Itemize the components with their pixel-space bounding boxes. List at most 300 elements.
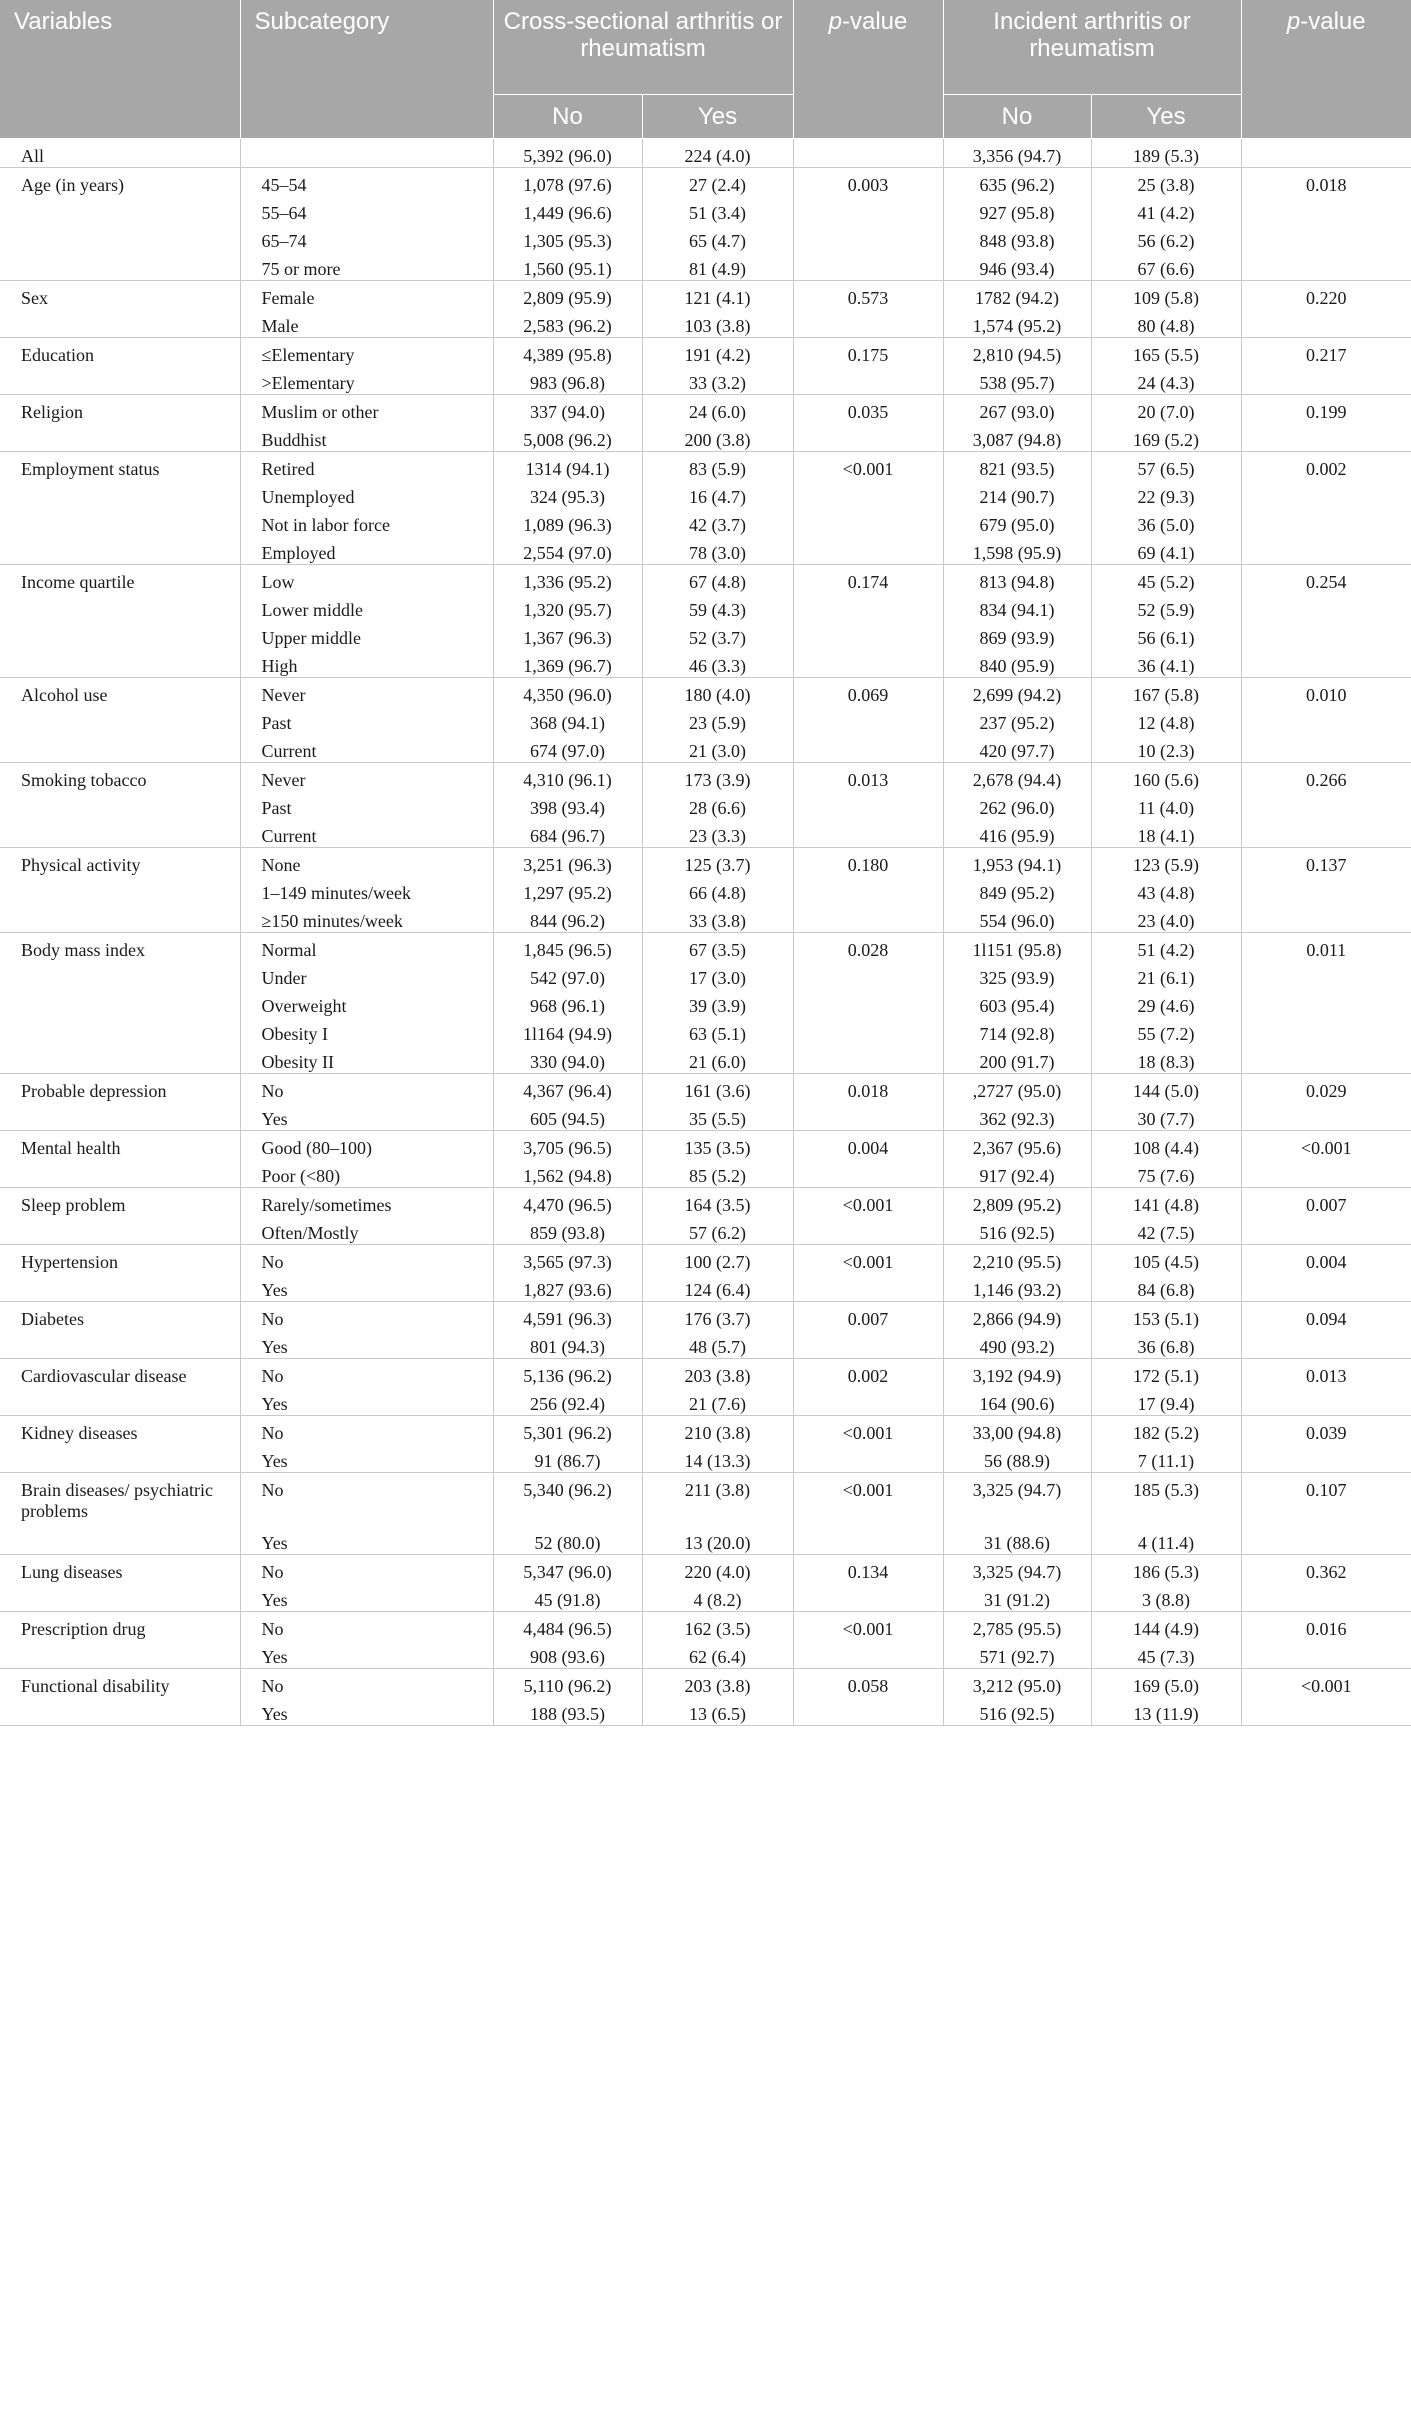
incident-yes-cell: 167 (5.8) bbox=[1091, 677, 1241, 706]
variable-cell: Smoking tobacco bbox=[0, 762, 240, 847]
subcategory-cell: Never bbox=[240, 762, 493, 791]
cross-sectional-yes-cell: 180 (4.0) bbox=[642, 677, 793, 706]
cross-sectional-no-cell: 542 (97.0) bbox=[493, 961, 642, 989]
incident-no-cell: 3,325 (94.7) bbox=[943, 1472, 1091, 1526]
subcategory-cell: Unemployed bbox=[240, 480, 493, 508]
incident-no-cell: 262 (96.0) bbox=[943, 791, 1091, 819]
cross-sectional-no-cell: 1,367 (96.3) bbox=[493, 621, 642, 649]
cross-sectional-yes-cell: 173 (3.9) bbox=[642, 762, 793, 791]
variable-cell: Age (in years) bbox=[0, 167, 240, 280]
incident-p-value-cell: 0.029 bbox=[1241, 1073, 1411, 1130]
incident-p-value-cell: 0.002 bbox=[1241, 451, 1411, 564]
cross-sectional-p-value-cell: 0.069 bbox=[793, 677, 943, 762]
incident-yes-cell: 45 (5.2) bbox=[1091, 564, 1241, 593]
cross-sectional-p-value-cell: 0.003 bbox=[793, 167, 943, 280]
cross-sectional-yes-cell: 176 (3.7) bbox=[642, 1301, 793, 1330]
subcategory-cell: Obesity II bbox=[240, 1045, 493, 1074]
incident-p-value-cell: 0.199 bbox=[1241, 394, 1411, 451]
incident-yes-cell: 13 (11.9) bbox=[1091, 1697, 1241, 1726]
table-row bbox=[0, 1555, 1411, 1584]
incident-no-cell: 849 (95.2) bbox=[943, 876, 1091, 904]
subcategory-cell: Female bbox=[240, 280, 493, 309]
incident-yes-cell: 52 (5.9) bbox=[1091, 593, 1241, 621]
cross-sectional-yes-cell: 220 (4.0) bbox=[642, 1555, 793, 1584]
p-italic: p bbox=[828, 8, 842, 35]
cross-sectional-yes-cell: 52 (3.7) bbox=[642, 621, 793, 649]
cross-sectional-no-cell: 1,078 (97.6) bbox=[493, 167, 642, 196]
cross-sectional-no-cell: 2,554 (97.0) bbox=[493, 536, 642, 565]
incident-no-cell: 679 (95.0) bbox=[943, 508, 1091, 536]
cross-sectional-no-cell: 5,008 (96.2) bbox=[493, 423, 642, 452]
subcategory-cell: Under bbox=[240, 961, 493, 989]
variable-cell: Income quartile bbox=[0, 564, 240, 677]
incident-no-cell: 571 (92.7) bbox=[943, 1640, 1091, 1669]
cross-sectional-yes-cell: 46 (3.3) bbox=[642, 649, 793, 678]
cross-sectional-yes-cell: 124 (6.4) bbox=[642, 1273, 793, 1302]
incident-no-cell: 362 (92.3) bbox=[943, 1102, 1091, 1131]
incident-no-cell: 3,325 (94.7) bbox=[943, 1555, 1091, 1584]
subcategory-cell: Rarely/sometimes bbox=[240, 1187, 493, 1216]
cross-sectional-yes-cell: 39 (3.9) bbox=[642, 989, 793, 1017]
incident-p-value-cell: 0.137 bbox=[1241, 847, 1411, 932]
incident-no-cell: 2,678 (94.4) bbox=[943, 762, 1091, 791]
incident-yes-cell: 45 (7.3) bbox=[1091, 1640, 1241, 1669]
cross-sectional-yes-cell: 17 (3.0) bbox=[642, 961, 793, 989]
incident-p-value-cell: <0.001 bbox=[1241, 1130, 1411, 1187]
subcategory-cell: Male bbox=[240, 309, 493, 338]
variable-cell: Religion bbox=[0, 394, 240, 451]
incident-yes-cell: 67 (6.6) bbox=[1091, 252, 1241, 281]
cross-sectional-p-value-cell: 0.174 bbox=[793, 564, 943, 677]
cross-sectional-yes-cell: 203 (3.8) bbox=[642, 1358, 793, 1387]
subcategory-cell: No bbox=[240, 1472, 493, 1526]
incident-p-value-cell: 0.220 bbox=[1241, 280, 1411, 337]
variable-cell: Alcohol use bbox=[0, 677, 240, 762]
cross-sectional-yes-cell: 65 (4.7) bbox=[642, 224, 793, 252]
table-row bbox=[0, 1612, 1411, 1641]
cross-sectional-p-value-cell: 0.004 bbox=[793, 1130, 943, 1187]
cross-sectional-no-cell: 1,089 (96.3) bbox=[493, 508, 642, 536]
cross-sectional-yes-cell: 210 (3.8) bbox=[642, 1415, 793, 1444]
cross-sectional-yes-cell: 161 (3.6) bbox=[642, 1073, 793, 1102]
incident-yes-cell: 80 (4.8) bbox=[1091, 309, 1241, 338]
incident-no-cell: 3,087 (94.8) bbox=[943, 423, 1091, 452]
table-row bbox=[0, 280, 1411, 309]
subcategory-cell: Often/Mostly bbox=[240, 1216, 493, 1245]
subcategory-cell: No bbox=[240, 1555, 493, 1584]
table-row bbox=[0, 762, 1411, 791]
table-row bbox=[0, 1244, 1411, 1273]
cross-sectional-no-cell: 337 (94.0) bbox=[493, 394, 642, 423]
cross-sectional-no-cell: 52 (80.0) bbox=[493, 1526, 642, 1555]
incident-no-cell: 2,210 (95.5) bbox=[943, 1244, 1091, 1273]
incident-yes-cell: 41 (4.2) bbox=[1091, 196, 1241, 224]
cross-sectional-no-cell: 398 (93.4) bbox=[493, 791, 642, 819]
cross-sectional-yes-cell: 224 (4.0) bbox=[642, 138, 793, 167]
cross-sectional-yes-cell: 33 (3.8) bbox=[642, 904, 793, 933]
cross-sectional-p-value-cell: 0.573 bbox=[793, 280, 943, 337]
cross-sectional-no-cell: 45 (91.8) bbox=[493, 1583, 642, 1612]
incident-no-cell: 56 (88.9) bbox=[943, 1444, 1091, 1473]
variable-cell: Kidney diseases bbox=[0, 1415, 240, 1472]
cross-sectional-no-cell: 1,560 (95.1) bbox=[493, 252, 642, 281]
table-row bbox=[0, 1358, 1411, 1387]
subcategory-cell: High bbox=[240, 649, 493, 678]
cross-sectional-no-cell: 1,449 (96.6) bbox=[493, 196, 642, 224]
incident-no-cell: 2,809 (95.2) bbox=[943, 1187, 1091, 1216]
subcategory-cell: Yes bbox=[240, 1526, 493, 1555]
cross-sectional-p-value-cell: <0.001 bbox=[793, 451, 943, 564]
header-cross-sectional-yes: Yes bbox=[642, 94, 793, 138]
cross-sectional-p-value-cell: <0.001 bbox=[793, 1244, 943, 1301]
cross-sectional-no-cell: 3,565 (97.3) bbox=[493, 1244, 642, 1273]
cross-sectional-yes-cell: 78 (3.0) bbox=[642, 536, 793, 565]
incident-no-cell: 416 (95.9) bbox=[943, 819, 1091, 848]
incident-no-cell: 840 (95.9) bbox=[943, 649, 1091, 678]
incident-p-value-cell: 0.254 bbox=[1241, 564, 1411, 677]
cross-sectional-no-cell: 1,320 (95.7) bbox=[493, 593, 642, 621]
incident-no-cell: 554 (96.0) bbox=[943, 904, 1091, 933]
incident-no-cell: 2,785 (95.5) bbox=[943, 1612, 1091, 1641]
incident-p-value-cell: 0.266 bbox=[1241, 762, 1411, 847]
subcategory-cell: ≥150 minutes/week bbox=[240, 904, 493, 933]
subcategory-cell: 65–74 bbox=[240, 224, 493, 252]
cross-sectional-no-cell: 859 (93.8) bbox=[493, 1216, 642, 1245]
header-cross-sectional: Cross-sectional arthritis or rheumatism bbox=[493, 0, 793, 94]
subcategory-cell: 75 or more bbox=[240, 252, 493, 281]
cross-sectional-yes-cell: 62 (6.4) bbox=[642, 1640, 793, 1669]
variable-cell: Diabetes bbox=[0, 1301, 240, 1358]
variable-cell: Probable depression bbox=[0, 1073, 240, 1130]
incident-no-cell: 1782 (94.2) bbox=[943, 280, 1091, 309]
cross-sectional-yes-cell: 51 (3.4) bbox=[642, 196, 793, 224]
incident-yes-cell: 56 (6.2) bbox=[1091, 224, 1241, 252]
incident-no-cell: 1,598 (95.9) bbox=[943, 536, 1091, 565]
incident-yes-cell: 43 (4.8) bbox=[1091, 876, 1241, 904]
subcategory-cell: Upper middle bbox=[240, 621, 493, 649]
variable-cell: Body mass index bbox=[0, 932, 240, 1073]
table-row bbox=[0, 337, 1411, 366]
cross-sectional-yes-cell: 23 (5.9) bbox=[642, 706, 793, 734]
variable-cell: Brain diseases/ psychiatric problems bbox=[0, 1472, 240, 1555]
cross-sectional-yes-cell: 67 (3.5) bbox=[642, 932, 793, 961]
cross-sectional-no-cell: 188 (93.5) bbox=[493, 1697, 642, 1726]
p-value-suffix: -value bbox=[1300, 8, 1366, 35]
cross-sectional-p-value-cell: 0.180 bbox=[793, 847, 943, 932]
incident-yes-cell: 75 (7.6) bbox=[1091, 1159, 1241, 1188]
cross-sectional-p-value-cell: 0.058 bbox=[793, 1669, 943, 1726]
incident-no-cell: 516 (92.5) bbox=[943, 1697, 1091, 1726]
subcategory-cell: ≤Elementary bbox=[240, 337, 493, 366]
subcategory-cell: Good (80–100) bbox=[240, 1130, 493, 1159]
subcategory-cell: Yes bbox=[240, 1387, 493, 1416]
incident-no-cell: 813 (94.8) bbox=[943, 564, 1091, 593]
cross-sectional-no-cell: 324 (95.3) bbox=[493, 480, 642, 508]
incident-yes-cell: 144 (5.0) bbox=[1091, 1073, 1241, 1102]
variable-cell: Functional disability bbox=[0, 1669, 240, 1726]
incident-yes-cell: 12 (4.8) bbox=[1091, 706, 1241, 734]
header-variables: Variables bbox=[0, 0, 240, 138]
incident-no-cell: 3,212 (95.0) bbox=[943, 1669, 1091, 1698]
incident-no-cell: 164 (90.6) bbox=[943, 1387, 1091, 1416]
table-row bbox=[0, 847, 1411, 876]
incident-yes-cell: 109 (5.8) bbox=[1091, 280, 1241, 309]
variable-cell: Physical activity bbox=[0, 847, 240, 932]
cross-sectional-no-cell: 5,301 (96.2) bbox=[493, 1415, 642, 1444]
subcategory-cell: No bbox=[240, 1358, 493, 1387]
cross-sectional-yes-cell: 23 (3.3) bbox=[642, 819, 793, 848]
cross-sectional-yes-cell: 135 (3.5) bbox=[642, 1130, 793, 1159]
cross-sectional-yes-cell: 57 (6.2) bbox=[642, 1216, 793, 1245]
cross-sectional-yes-cell: 42 (3.7) bbox=[642, 508, 793, 536]
incident-yes-cell: 22 (9.3) bbox=[1091, 480, 1241, 508]
incident-yes-cell: 57 (6.5) bbox=[1091, 451, 1241, 480]
incident-no-cell: 3,192 (94.9) bbox=[943, 1358, 1091, 1387]
header-incident-yes: Yes bbox=[1091, 94, 1241, 138]
cross-sectional-no-cell: 368 (94.1) bbox=[493, 706, 642, 734]
cross-sectional-no-cell: 4,389 (95.8) bbox=[493, 337, 642, 366]
incident-yes-cell: 172 (5.1) bbox=[1091, 1358, 1241, 1387]
incident-yes-cell: 160 (5.6) bbox=[1091, 762, 1241, 791]
cross-sectional-yes-cell: 21 (6.0) bbox=[642, 1045, 793, 1074]
cross-sectional-yes-cell: 200 (3.8) bbox=[642, 423, 793, 452]
header-cross-sectional-no: No bbox=[493, 94, 642, 138]
subcategory-cell: Never bbox=[240, 677, 493, 706]
incident-yes-cell: 169 (5.0) bbox=[1091, 1669, 1241, 1698]
cross-sectional-no-cell: 4,350 (96.0) bbox=[493, 677, 642, 706]
variable-cell: Lung diseases bbox=[0, 1555, 240, 1612]
subcategory-cell: Employed bbox=[240, 536, 493, 565]
header-incident: Incident arthritis or rheumatism bbox=[943, 0, 1241, 94]
cross-sectional-yes-cell: 27 (2.4) bbox=[642, 167, 793, 196]
cross-sectional-yes-cell: 85 (5.2) bbox=[642, 1159, 793, 1188]
subcategory-cell: No bbox=[240, 1415, 493, 1444]
incident-no-cell: 325 (93.9) bbox=[943, 961, 1091, 989]
subcategory-cell: Obesity I bbox=[240, 1017, 493, 1045]
cross-sectional-no-cell: 684 (96.7) bbox=[493, 819, 642, 848]
cross-sectional-no-cell: 5,340 (96.2) bbox=[493, 1472, 642, 1526]
subcategory-cell bbox=[240, 138, 493, 167]
table-row bbox=[0, 1301, 1411, 1330]
header-cross-sectional-p-value bbox=[793, 0, 943, 138]
incident-yes-cell: 144 (4.9) bbox=[1091, 1612, 1241, 1641]
subcategory-cell: Past bbox=[240, 791, 493, 819]
variable-cell: Prescription drug bbox=[0, 1612, 240, 1669]
cross-sectional-no-cell: 4,470 (96.5) bbox=[493, 1187, 642, 1216]
cross-sectional-no-cell: 3,705 (96.5) bbox=[493, 1130, 642, 1159]
incident-yes-cell: 108 (4.4) bbox=[1091, 1130, 1241, 1159]
variable-cell: Cardiovascular disease bbox=[0, 1358, 240, 1415]
cross-sectional-yes-cell: 121 (4.1) bbox=[642, 280, 793, 309]
incident-p-value-cell: 0.018 bbox=[1241, 167, 1411, 280]
cross-sectional-no-cell: 1,305 (95.3) bbox=[493, 224, 642, 252]
incident-yes-cell: 84 (6.8) bbox=[1091, 1273, 1241, 1302]
cross-sectional-no-cell: 2,809 (95.9) bbox=[493, 280, 642, 309]
p-value-suffix: -value bbox=[841, 8, 908, 35]
incident-yes-cell: 69 (4.1) bbox=[1091, 536, 1241, 565]
incident-no-cell: 603 (95.4) bbox=[943, 989, 1091, 1017]
incident-yes-cell: 7 (11.1) bbox=[1091, 1444, 1241, 1473]
cross-sectional-no-cell: 1,562 (94.8) bbox=[493, 1159, 642, 1188]
incident-no-cell: 1,574 (95.2) bbox=[943, 309, 1091, 338]
subcategory-cell: No bbox=[240, 1301, 493, 1330]
incident-p-value-cell: 0.016 bbox=[1241, 1612, 1411, 1669]
incident-no-cell: 2,367 (95.6) bbox=[943, 1130, 1091, 1159]
incident-no-cell: 31 (91.2) bbox=[943, 1583, 1091, 1612]
cross-sectional-p-value-cell: 0.035 bbox=[793, 394, 943, 451]
incident-no-cell: 1,146 (93.2) bbox=[943, 1273, 1091, 1302]
incident-yes-cell: 25 (3.8) bbox=[1091, 167, 1241, 196]
incident-yes-cell: 36 (6.8) bbox=[1091, 1330, 1241, 1359]
variable-cell: Sex bbox=[0, 280, 240, 337]
subcategory-cell: Retired bbox=[240, 451, 493, 480]
incident-no-cell: 237 (95.2) bbox=[943, 706, 1091, 734]
cross-sectional-no-cell: 674 (97.0) bbox=[493, 734, 642, 763]
incident-yes-cell: 186 (5.3) bbox=[1091, 1555, 1241, 1584]
table-row bbox=[0, 167, 1411, 196]
incident-no-cell: 1l151 (95.8) bbox=[943, 932, 1091, 961]
subcategory-cell: Lower middle bbox=[240, 593, 493, 621]
incident-p-value-cell: 0.010 bbox=[1241, 677, 1411, 762]
cross-sectional-yes-cell: 4 (8.2) bbox=[642, 1583, 793, 1612]
variable-cell: Employment status bbox=[0, 451, 240, 564]
cross-sectional-no-cell: 1,297 (95.2) bbox=[493, 876, 642, 904]
subcategory-cell: Yes bbox=[240, 1697, 493, 1726]
cross-sectional-no-cell: 1,845 (96.5) bbox=[493, 932, 642, 961]
subcategory-cell: Past bbox=[240, 706, 493, 734]
table-row bbox=[0, 1187, 1411, 1216]
table-row bbox=[0, 677, 1411, 706]
cross-sectional-p-value-cell: 0.002 bbox=[793, 1358, 943, 1415]
cross-sectional-no-cell: 605 (94.5) bbox=[493, 1102, 642, 1131]
subcategory-cell: Yes bbox=[240, 1640, 493, 1669]
incident-p-value-cell: 0.362 bbox=[1241, 1555, 1411, 1612]
incident-yes-cell: 10 (2.3) bbox=[1091, 734, 1241, 763]
subcategory-cell: No bbox=[240, 1244, 493, 1273]
cross-sectional-no-cell: 3,251 (96.3) bbox=[493, 847, 642, 876]
table-row bbox=[0, 1669, 1411, 1698]
incident-p-value-cell bbox=[1241, 138, 1411, 167]
incident-no-cell: 1,953 (94.1) bbox=[943, 847, 1091, 876]
incident-yes-cell: 20 (7.0) bbox=[1091, 394, 1241, 423]
incident-no-cell: 821 (93.5) bbox=[943, 451, 1091, 480]
variable-cell: Mental health bbox=[0, 1130, 240, 1187]
cross-sectional-p-value-cell: 0.134 bbox=[793, 1555, 943, 1612]
incident-no-cell: 946 (93.4) bbox=[943, 252, 1091, 281]
cross-sectional-no-cell: 256 (92.4) bbox=[493, 1387, 642, 1416]
cross-sectional-no-cell: 5,136 (96.2) bbox=[493, 1358, 642, 1387]
incident-no-cell: 2,699 (94.2) bbox=[943, 677, 1091, 706]
cross-sectional-yes-cell: 83 (5.9) bbox=[642, 451, 793, 480]
subcategory-cell: Yes bbox=[240, 1102, 493, 1131]
cross-sectional-yes-cell: 63 (5.1) bbox=[642, 1017, 793, 1045]
subcategory-cell: 1–149 minutes/week bbox=[240, 876, 493, 904]
cross-sectional-no-cell: 1314 (94.1) bbox=[493, 451, 642, 480]
cross-sectional-no-cell: 5,347 (96.0) bbox=[493, 1555, 642, 1584]
table-row bbox=[0, 1073, 1411, 1102]
cross-sectional-no-cell: 4,367 (96.4) bbox=[493, 1073, 642, 1102]
incident-p-value-cell: 0.217 bbox=[1241, 337, 1411, 394]
table-row bbox=[0, 1415, 1411, 1444]
incident-yes-cell: 165 (5.5) bbox=[1091, 337, 1241, 366]
cross-sectional-yes-cell: 24 (6.0) bbox=[642, 394, 793, 423]
cross-sectional-yes-cell: 66 (4.8) bbox=[642, 876, 793, 904]
incident-p-value-cell: 0.094 bbox=[1241, 1301, 1411, 1358]
incident-yes-cell: 17 (9.4) bbox=[1091, 1387, 1241, 1416]
incident-no-cell: 31 (88.6) bbox=[943, 1526, 1091, 1555]
cross-sectional-p-value-cell: <0.001 bbox=[793, 1415, 943, 1472]
incident-no-cell: 869 (93.9) bbox=[943, 621, 1091, 649]
table-row bbox=[0, 564, 1411, 593]
incident-no-cell: 917 (92.4) bbox=[943, 1159, 1091, 1188]
incident-yes-cell: 21 (6.1) bbox=[1091, 961, 1241, 989]
incident-yes-cell: 18 (8.3) bbox=[1091, 1045, 1241, 1074]
cross-sectional-no-cell: 4,484 (96.5) bbox=[493, 1612, 642, 1641]
subcategory-cell: No bbox=[240, 1669, 493, 1698]
cross-sectional-p-value-cell: 0.175 bbox=[793, 337, 943, 394]
incident-yes-cell: 185 (5.3) bbox=[1091, 1472, 1241, 1526]
variable-cell: Sleep problem bbox=[0, 1187, 240, 1244]
cross-sectional-p-value-cell: <0.001 bbox=[793, 1612, 943, 1669]
table-row bbox=[0, 138, 1411, 167]
cross-sectional-no-cell: 1l164 (94.9) bbox=[493, 1017, 642, 1045]
incident-no-cell: 3,356 (94.7) bbox=[943, 138, 1091, 167]
incident-yes-cell: 55 (7.2) bbox=[1091, 1017, 1241, 1045]
cross-sectional-yes-cell: 13 (6.5) bbox=[642, 1697, 793, 1726]
subcategory-cell: No bbox=[240, 1073, 493, 1102]
incident-yes-cell: 189 (5.3) bbox=[1091, 138, 1241, 167]
subcategory-cell: Yes bbox=[240, 1583, 493, 1612]
incident-yes-cell: 42 (7.5) bbox=[1091, 1216, 1241, 1245]
incident-no-cell: 538 (95.7) bbox=[943, 366, 1091, 395]
cross-sectional-p-value-cell: 0.013 bbox=[793, 762, 943, 847]
subcategory-cell: 55–64 bbox=[240, 196, 493, 224]
incident-yes-cell: 11 (4.0) bbox=[1091, 791, 1241, 819]
cross-sectional-yes-cell: 35 (5.5) bbox=[642, 1102, 793, 1131]
cross-sectional-no-cell: 330 (94.0) bbox=[493, 1045, 642, 1074]
variable-cell: All bbox=[0, 138, 240, 167]
cross-sectional-yes-cell: 100 (2.7) bbox=[642, 1244, 793, 1273]
incident-p-value-cell: 0.007 bbox=[1241, 1187, 1411, 1244]
incident-yes-cell: 36 (5.0) bbox=[1091, 508, 1241, 536]
cross-sectional-no-cell: 5,110 (96.2) bbox=[493, 1669, 642, 1698]
subcategory-cell: Overweight bbox=[240, 989, 493, 1017]
subcategory-cell: Not in labor force bbox=[240, 508, 493, 536]
incident-no-cell: ,2727 (95.0) bbox=[943, 1073, 1091, 1102]
cross-sectional-no-cell: 4,310 (96.1) bbox=[493, 762, 642, 791]
cross-sectional-p-value-cell: <0.001 bbox=[793, 1472, 943, 1555]
cross-sectional-yes-cell: 203 (3.8) bbox=[642, 1669, 793, 1698]
subcategory-cell: 45–54 bbox=[240, 167, 493, 196]
incident-yes-cell: 56 (6.1) bbox=[1091, 621, 1241, 649]
cross-sectional-no-cell: 968 (96.1) bbox=[493, 989, 642, 1017]
header-subcategory: Subcategory bbox=[240, 0, 493, 138]
incident-yes-cell: 23 (4.0) bbox=[1091, 904, 1241, 933]
cross-sectional-yes-cell: 81 (4.9) bbox=[642, 252, 793, 281]
cross-sectional-no-cell: 2,583 (96.2) bbox=[493, 309, 642, 338]
cross-sectional-yes-cell: 191 (4.2) bbox=[642, 337, 793, 366]
incident-no-cell: 714 (92.8) bbox=[943, 1017, 1091, 1045]
cross-sectional-yes-cell: 14 (13.3) bbox=[642, 1444, 793, 1473]
incident-p-value-cell: <0.001 bbox=[1241, 1669, 1411, 1726]
incident-no-cell: 490 (93.2) bbox=[943, 1330, 1091, 1359]
incident-yes-cell: 29 (4.6) bbox=[1091, 989, 1241, 1017]
incident-no-cell: 200 (91.7) bbox=[943, 1045, 1091, 1074]
cross-sectional-no-cell: 4,591 (96.3) bbox=[493, 1301, 642, 1330]
table-row bbox=[0, 451, 1411, 480]
cross-sectional-p-value-cell: 0.018 bbox=[793, 1073, 943, 1130]
incident-no-cell: 927 (95.8) bbox=[943, 196, 1091, 224]
